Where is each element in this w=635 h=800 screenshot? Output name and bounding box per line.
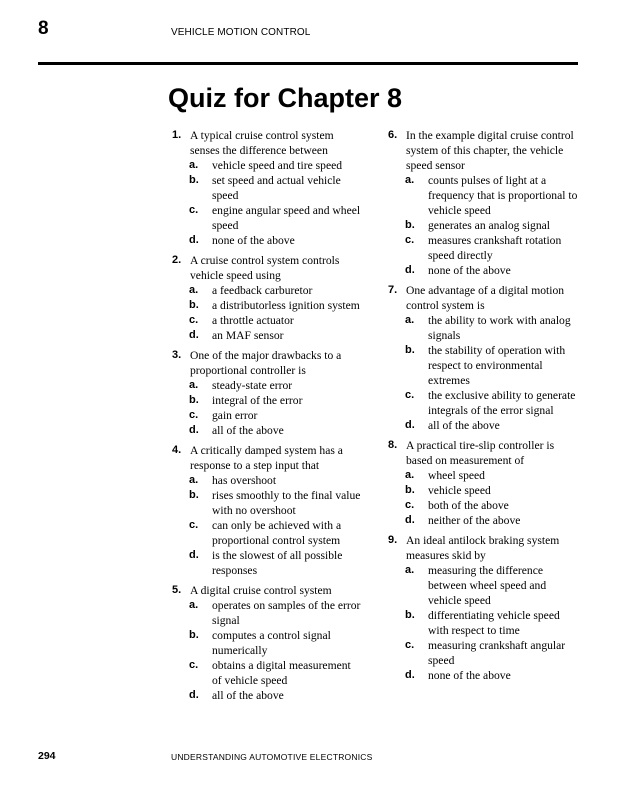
- option-text: integral of the error: [212, 394, 303, 407]
- option-letter: a.: [405, 469, 415, 481]
- answer-option: [189, 233, 362, 248]
- option-letter: a.: [189, 599, 199, 611]
- quiz-question: [172, 348, 362, 438]
- quiz-question: [388, 283, 580, 433]
- option-text: wheel speed: [428, 469, 485, 482]
- option-letter: c.: [189, 519, 199, 531]
- option-text: gain error: [212, 409, 258, 422]
- option-text: a throttle actuator: [212, 314, 294, 327]
- option-text: neither of the above: [428, 514, 521, 527]
- answer-option: [405, 313, 580, 343]
- option-letter: b.: [189, 299, 199, 311]
- option-letter: c.: [405, 639, 415, 651]
- question-stem: [172, 348, 362, 378]
- answer-option: [405, 343, 580, 388]
- option-text: differentiating vehicle speed with respect to time: [428, 609, 560, 637]
- option-letter: a.: [405, 174, 415, 186]
- option-text: measures crankshaft rotation speed directly: [428, 234, 562, 262]
- option-text: measuring the difference between wheel speed and vehicle speed: [428, 564, 547, 607]
- answer-option: [189, 688, 362, 703]
- answer-option: [189, 518, 362, 548]
- option-text: computes a control signal numerically: [212, 629, 331, 657]
- quiz-question: [172, 583, 362, 703]
- option-letter: d.: [189, 424, 199, 436]
- answer-option: [189, 628, 362, 658]
- answer-option: [405, 388, 580, 418]
- answer-option: [405, 608, 580, 638]
- option-text: counts pulses of light at a frequency that is proportional to vehicle speed: [428, 174, 578, 217]
- option-letter: a.: [189, 379, 199, 391]
- answer-option: [189, 408, 362, 423]
- option-letter: c.: [405, 389, 415, 401]
- answer-option: [189, 658, 362, 688]
- option-letter: a.: [405, 564, 415, 576]
- chapter-number: 8: [38, 18, 49, 39]
- question-text: A cruise control system controls vehicle speed using: [190, 254, 340, 282]
- option-text: all of the above: [212, 424, 284, 437]
- quiz-question: [388, 128, 580, 278]
- option-letter: c.: [189, 409, 199, 421]
- answer-option: [189, 328, 362, 343]
- answer-option: [189, 473, 362, 488]
- option-letter: d.: [405, 264, 415, 276]
- answer-option: [405, 668, 580, 683]
- answer-option: [405, 638, 580, 668]
- quiz-question: [388, 438, 580, 528]
- option-text: a distributorless ignition system: [212, 299, 360, 312]
- option-letter: b.: [189, 489, 199, 501]
- question-stem: [172, 583, 362, 598]
- option-letter: a.: [189, 474, 199, 486]
- question-stem: [172, 443, 362, 473]
- page-number: 294: [38, 750, 56, 762]
- question-text: An ideal antilock braking system measures skid by: [406, 534, 560, 562]
- option-text: engine angular speed and wheel speed: [212, 204, 361, 232]
- question-text: A typical cruise control system senses the difference between: [190, 129, 334, 157]
- option-text: the ability to work with analog signals: [428, 314, 571, 342]
- answer-option: [405, 418, 580, 433]
- option-text: rises smoothly to the final value with no overshoot: [212, 489, 361, 517]
- answer-option: [189, 173, 362, 203]
- option-letter: b.: [405, 484, 415, 496]
- option-text: operates on samples of the error signal: [212, 599, 361, 627]
- question-text: A critically damped system has a response to a step input that: [190, 444, 343, 472]
- option-letter: d.: [189, 689, 199, 701]
- option-text: all of the above: [212, 689, 284, 702]
- question-number: 1.: [172, 129, 182, 141]
- option-letter: b.: [189, 174, 199, 186]
- option-letter: d.: [405, 514, 415, 526]
- answer-option: [189, 598, 362, 628]
- answer-option: [189, 313, 362, 328]
- option-text: the stability of operation with respect to environmental extremes: [428, 344, 566, 387]
- option-letter: a.: [189, 284, 199, 296]
- answer-option: [189, 283, 362, 298]
- question-number: 6.: [388, 129, 398, 141]
- question-number: 3.: [172, 349, 182, 361]
- answer-option: [405, 218, 580, 233]
- option-letter: b.: [405, 344, 415, 356]
- question-stem: [172, 253, 362, 283]
- question-text: One advantage of a digital motion control system is: [406, 284, 565, 312]
- option-text: none of the above: [212, 234, 295, 247]
- question-number: 5.: [172, 584, 182, 596]
- option-text: an MAF sensor: [212, 329, 284, 342]
- answer-option: [189, 393, 362, 408]
- answer-option: [405, 468, 580, 483]
- option-letter: c.: [189, 204, 199, 216]
- option-letter: a.: [189, 159, 199, 171]
- option-text: steady-state error: [212, 379, 293, 392]
- answer-option: [405, 173, 580, 218]
- question-stem: [388, 438, 580, 468]
- option-text: generates an analog signal: [428, 219, 551, 232]
- option-letter: d.: [189, 234, 199, 246]
- option-letter: c.: [189, 314, 199, 326]
- option-letter: b.: [189, 394, 199, 406]
- question-number: 7.: [388, 284, 398, 296]
- option-letter: d.: [405, 669, 415, 681]
- question-number: 9.: [388, 534, 398, 546]
- question-text: In the example digital cruise control system of this chapter, the vehicle speed sensor: [406, 129, 574, 172]
- answer-option: [405, 233, 580, 263]
- option-text: the exclusive ability to generate integrals of the error signal: [428, 389, 576, 417]
- question-text: One of the major drawbacks to a proportional controller is: [190, 349, 342, 377]
- questions-column-left: [172, 128, 362, 708]
- quiz-question: [388, 533, 580, 683]
- option-letter: a.: [405, 314, 415, 326]
- question-number: 8.: [388, 439, 398, 451]
- answer-option: [405, 498, 580, 513]
- answer-option: [189, 423, 362, 438]
- option-letter: c.: [405, 234, 415, 246]
- option-text: all of the above: [428, 419, 500, 432]
- option-text: both of the above: [428, 499, 509, 512]
- option-text: obtains a digital measurement of vehicle speed: [212, 659, 351, 687]
- option-text: vehicle speed and tire speed: [212, 159, 343, 172]
- question-text: A digital cruise control system: [190, 584, 332, 597]
- option-letter: d.: [189, 549, 199, 561]
- answer-option: [405, 513, 580, 528]
- option-text: can only be achieved with a proportional control system: [212, 519, 342, 547]
- option-text: a feedback carburetor: [212, 284, 313, 297]
- question-stem: [388, 283, 580, 313]
- quiz-question: [172, 443, 362, 578]
- option-text: none of the above: [428, 264, 511, 277]
- answer-option: [189, 378, 362, 393]
- option-letter: b.: [405, 609, 415, 621]
- answer-option: [405, 483, 580, 498]
- page-title: Quiz for Chapter 8: [168, 83, 403, 113]
- answer-option: [405, 563, 580, 608]
- quiz-question: [172, 128, 362, 248]
- answer-option: [189, 488, 362, 518]
- question-number: 2.: [172, 254, 182, 266]
- option-letter: c.: [189, 659, 199, 671]
- option-text: measuring crankshaft angular speed: [428, 639, 566, 667]
- option-letter: b.: [189, 629, 199, 641]
- question-stem: [172, 128, 362, 158]
- questions-column-right: [388, 128, 580, 688]
- answer-option: [189, 298, 362, 313]
- option-letter: c.: [405, 499, 415, 511]
- running-title: VEHICLE MOTION CONTROL: [171, 27, 311, 38]
- option-text: none of the above: [428, 669, 511, 682]
- option-text: set speed and actual vehicle speed: [212, 174, 341, 202]
- option-letter: d.: [405, 419, 415, 431]
- option-letter: b.: [405, 219, 415, 231]
- answer-option: [189, 158, 362, 173]
- option-text: is the slowest of all possible responses: [212, 549, 343, 577]
- answer-option: [189, 203, 362, 233]
- question-stem: [388, 128, 580, 173]
- option-letter: d.: [189, 329, 199, 341]
- answer-option: [189, 548, 362, 578]
- question-number: 4.: [172, 444, 182, 456]
- header-rule: [38, 62, 578, 65]
- option-text: has overshoot: [212, 474, 277, 487]
- quiz-question: [172, 253, 362, 343]
- book-title: UNDERSTANDING AUTOMOTIVE ELECTRONICS: [171, 752, 373, 762]
- option-text: vehicle speed: [428, 484, 491, 497]
- question-stem: [388, 533, 580, 563]
- answer-option: [405, 263, 580, 278]
- question-text: A practical tire-slip controller is based on measurement of: [406, 439, 555, 467]
